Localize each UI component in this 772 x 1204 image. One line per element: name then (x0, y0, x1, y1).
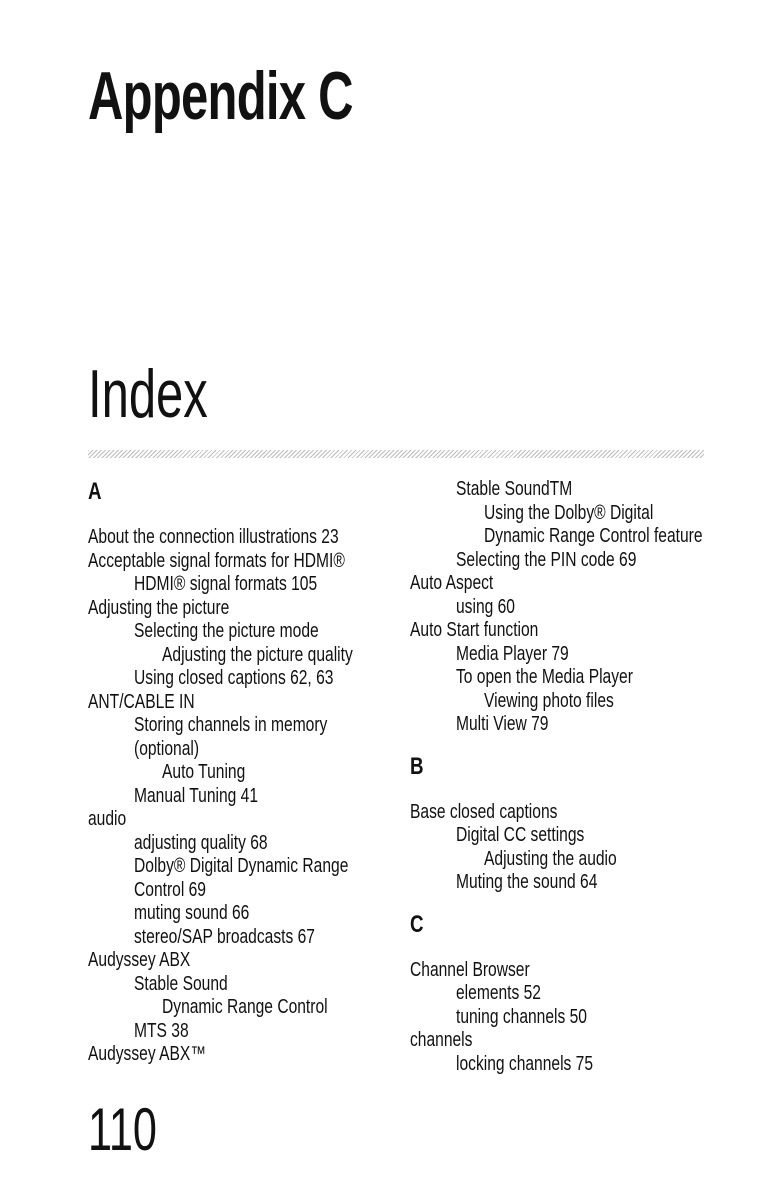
index-entry: Digital CC settings (456, 824, 585, 846)
index-section-letter: A (88, 478, 102, 505)
index-entry: Auto Start function (410, 619, 539, 641)
index-entry: audio (88, 808, 127, 830)
index-entry: Selecting the PIN code 69 (456, 548, 637, 571)
index-entry: channels (410, 1029, 473, 1051)
index-entry: About the connection illustrations 23 (88, 526, 339, 548)
index-entry: Audyssey ABX™ (88, 1043, 206, 1065)
index-section-letter: B (410, 752, 424, 780)
index-entry: Auto Aspect (410, 572, 494, 594)
index-entry: Stable SoundTM (456, 478, 573, 500)
index-section-letter: C (410, 910, 424, 938)
index-entry: HDMI® signal formats 105 (134, 573, 318, 595)
hatched-divider (88, 450, 704, 458)
index-entry: Muting the sound 64 (456, 871, 598, 893)
index-entry: Acceptable signal formats for HDMI® (88, 549, 345, 572)
index-column-right (410, 478, 750, 1076)
index-entry: Dynamic Range Control feature (484, 525, 703, 547)
index-entry: using 60 (456, 595, 515, 618)
index-entry: Audyssey ABX (88, 949, 191, 971)
index-entry: (optional) (134, 737, 200, 760)
index-entry: Media Player 79 (456, 642, 569, 665)
index-entry: Adjusting the picture quality (162, 643, 353, 666)
index-entry: To open the Media Player (456, 666, 633, 688)
index-column-left (88, 478, 398, 1067)
index-entry: adjusting quality 68 (134, 831, 268, 854)
index-entry: Storing channels in memory (134, 714, 328, 736)
index-entry: Channel Browser (410, 958, 530, 981)
index-entry: Control 69 (134, 878, 206, 901)
index-entry: Auto Tuning (162, 761, 246, 783)
index-entry: stereo/SAP broadcasts 67 (134, 925, 315, 948)
index-entry: Adjusting the audio (484, 847, 617, 870)
page-number: 110 (88, 1096, 157, 1163)
index-entry: Selecting the picture mode (134, 620, 319, 642)
index-entry: Dolby® Digital Dynamic Range (134, 855, 349, 877)
index-entry: tuning channels 50 (456, 1005, 587, 1028)
index-entry: Stable Sound (134, 972, 228, 995)
index-entry: Manual Tuning 41 (134, 784, 259, 807)
index-entry: MTS 38 (134, 1019, 189, 1042)
appendix-title: Appendix C (88, 58, 353, 134)
index-entry: Viewing photo files (484, 689, 614, 712)
index-entry: ANT/CABLE IN (88, 690, 195, 713)
index-entry: Dynamic Range Control (162, 996, 328, 1018)
index-entry: Using the Dolby® Digital (484, 501, 654, 524)
index-entry: locking channels 75 (456, 1052, 594, 1075)
index-title: Index (88, 356, 208, 432)
index-entry: Using closed captions 62, 63 (134, 667, 334, 689)
index-entry: Base closed captions (410, 800, 558, 823)
index-entry: muting sound 66 (134, 902, 250, 924)
index-entry: Multi View 79 (456, 713, 549, 735)
index-entry: Adjusting the picture (88, 596, 230, 619)
index-entry: elements 52 (456, 982, 541, 1004)
